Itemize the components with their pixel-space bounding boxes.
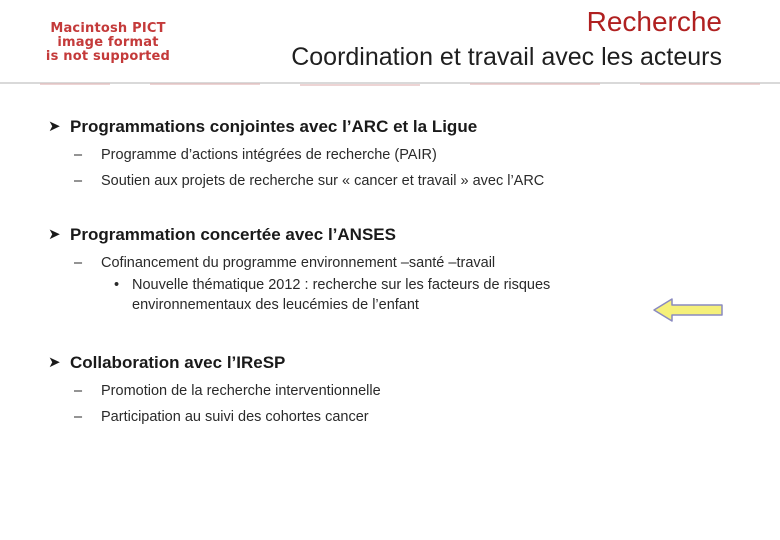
section-heading	[48, 352, 381, 374]
section-heading-text: Collaboration avec l’IReSP	[70, 353, 286, 372]
dash-bullet-icon: –	[74, 409, 83, 425]
logo-line: is not supported	[45, 49, 171, 64]
list-item	[48, 144, 544, 167]
dash-bullet-icon: –	[74, 147, 83, 163]
section-arc-ligue	[48, 116, 544, 193]
list-item	[48, 380, 381, 403]
slide-title	[291, 4, 722, 74]
unsupported-image-placeholder	[38, 22, 178, 64]
list-item-text: Programme d’actions intégrées de recherche (PAIR)	[101, 147, 437, 163]
sub-list-item-text: Nouvelle thématique 2012 : recherche sur les facteurs de risques environnementaux des leucémies de l’enfant	[132, 277, 551, 313]
list-item	[48, 252, 612, 275]
section-heading-text: Programmation concertée avec l’ANSES	[70, 225, 396, 244]
logo-line: image format	[57, 35, 159, 50]
slide-title-main: Recherche	[586, 6, 722, 37]
list-item-text: Participation au suivi des cohortes cancer	[101, 409, 369, 425]
section-anses	[48, 224, 612, 315]
dash-bullet-icon: –	[74, 255, 83, 271]
section-heading-text: Programmations conjointes avec l’ARC et la Ligue	[70, 117, 478, 136]
list-item-text: Cofinancement du programme environnement –santé –travail	[101, 255, 496, 271]
section-heading	[48, 224, 612, 246]
section-heading	[48, 116, 544, 138]
left-arrow-icon	[652, 297, 724, 323]
arrow-bullet-icon: ➤	[48, 226, 61, 243]
list-item	[48, 170, 544, 193]
sub-list-item	[48, 275, 612, 315]
arrow-bullet-icon: ➤	[48, 354, 61, 371]
list-item-text: Promotion de la recherche interventionnelle	[101, 383, 381, 399]
dash-bullet-icon: –	[74, 173, 83, 189]
arrow-bullet-icon: ➤	[48, 118, 61, 135]
dot-bullet-icon: •	[114, 277, 120, 293]
dash-bullet-icon: –	[74, 383, 83, 399]
list-item	[48, 406, 381, 429]
logo-line: Macintosh PICT	[50, 21, 166, 36]
list-item-text: Soutien aux projets de recherche sur « cancer et travail » avec l’ARC	[101, 173, 545, 189]
slide-subtitle: Coordination et travail avec les acteurs	[291, 43, 722, 71]
section-iresp	[48, 352, 381, 429]
header-divider	[0, 81, 780, 87]
